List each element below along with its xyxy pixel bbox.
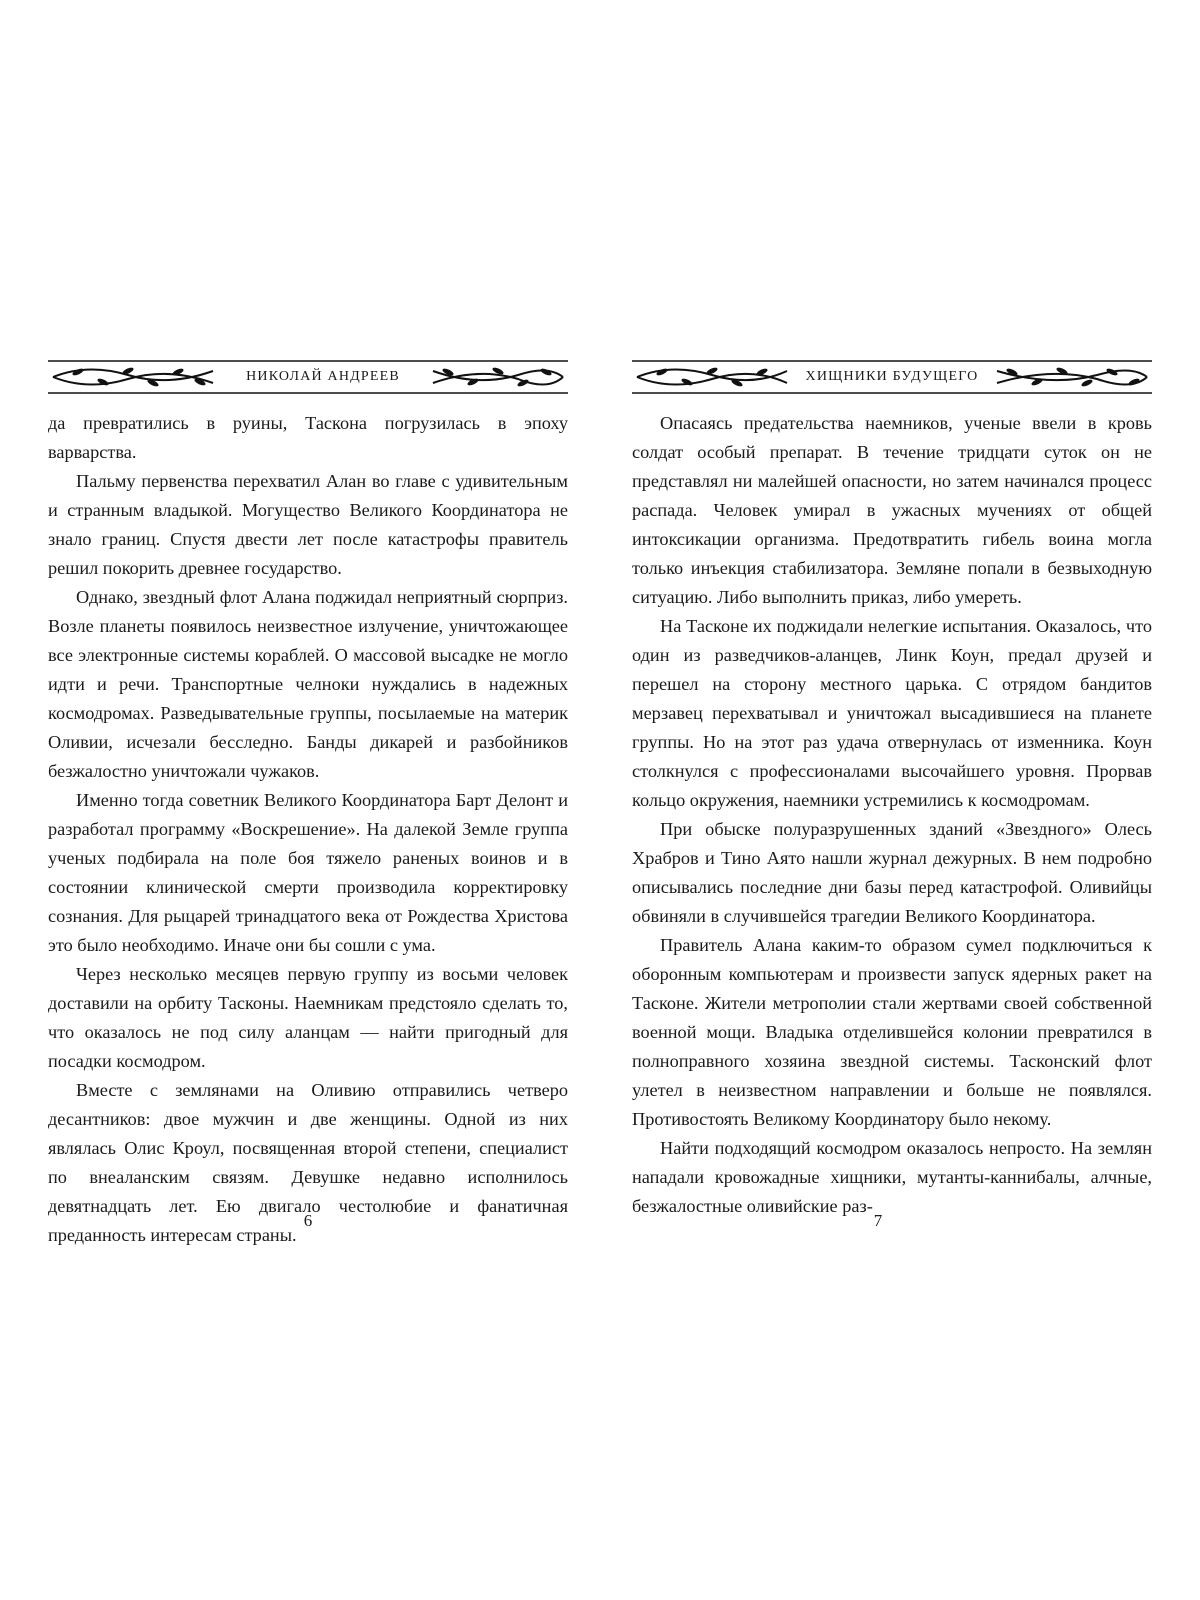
paragraph: Однако, звездный флот Алана поджидал неприятный сюрприз. Возле планеты появилось неизвестное излучение, уничтожающее все электронные системы кораблей. О массовой высадке не могло идти и речи. Транспортные челноки нуждались в надежных космодромах. Разведывательные группы, посылаемые на материк Оливии, исчезали бесследно. Банды дикарей и разбойников безжалостно уничтожали чужаков. <box>48 587 568 781</box>
paragraph: Через несколько месяцев первую группу из восьми человек доставили на орбиту Тасконы. Наемникам предстояло сделать то, что оказалось не под силу аланцам — найти пригодный для посадки космодром. <box>48 964 568 1071</box>
right-page <box>632 357 1152 1230</box>
page-number: 6 <box>303 1211 313 1230</box>
running-header <box>632 357 1152 397</box>
running-header-title: НИКОЛАЙ АНДРЕЕВ <box>223 367 423 387</box>
paragraph: Опасаясь предательства наемников, ученые ввели в кровь солдат особый препарат. В течение тридцати суток он не представлял ни малейшей опасности, но затем начинался процесс распада. Человек умирал в ужасных мучениях от общей интоксикации организма. Предотвратить гибель воина могла только инъекция стабилизатора. Земляне попали в безвыходную ситуацию. Либо выполнить приказ, либо умереть. <box>632 413 1152 607</box>
paragraph: да превратились в руины, Таскона погрузилась в эпоху варварства. <box>48 413 568 462</box>
paragraph: Именно тогда советник Великого Координатора Барт Делонт и разработал программу «Воскрешение». На далекой Земле группа ученых подбирала на поле боя тяжело раненых воинов и в состоянии клинической смерти производила корректировку сознания. Для рыцарей тринадцатого века от Рождества Христова это было необходимо. Иначе они бы сошли с ума. <box>48 790 568 955</box>
paragraph: На Тасконе их поджидали нелегкие испытания. Оказалось, что один из разведчиков-аланцев, Линк Коун, предал друзей и перешел на сторону местного царька. С отрядом бандитов мерзавец перехватывал и уничтожал высадившиеся на планете группы. Но на этот раз удача отвернулась от изменника. Коун столкнулся с профессионалами высочайшего уровня. Прорвав кольцо окружения, наемники устремились к космодромам. <box>632 616 1152 810</box>
paragraph: Пальму первенства перехватил Алан во главе с удивительным и странным владыкой. Могущество Великого Координатора не знало границ. Спустя двести лет после катастрофы правитель решил покорить древнее государство. <box>48 471 568 578</box>
left-page <box>48 357 568 1250</box>
paragraph: При обыске полуразрушенных зданий «Звездного» Олесь Храбров и Тино Аято нашли журнал дежурных. В нем подробно описывались последние дни базы перед катастрофой. Оливийцы обвиняли в случившейся трагедии Великого Координатора. <box>632 819 1152 926</box>
paragraph: Правитель Алана каким-то образом сумел подключиться к оборонным компьютерам и произвести запуск ядерных ракет на Тасконе. Жители метрополии стали жертвами своей собственной военной мощи. Владыка отделившейся колонии превратился в полноправного хозяина звездной системы. Тасконский флот улетел в неизвестном направлении и больше не появлялся. Противостоять Великому Координатору было некому. <box>632 935 1152 1129</box>
page-number: 7 <box>873 1211 883 1230</box>
paragraph: Вместе с землянами на Оливию отправились четверо десантников: двое мужчин и две женщины. Одной из них являлась Олис Кроул, посвященная второй степени, специалист по внеаланским связям. Девушке недавно исполнилось девятнадцать лет. Ею двигало честолюбие и фанатичная преданность интересам страны. <box>48 1080 568 1245</box>
running-header-title: ХИЩНИКИ БУДУЩЕГО <box>792 367 992 387</box>
body-text <box>632 409 1152 1221</box>
body-text <box>48 409 568 1250</box>
running-header <box>48 357 568 397</box>
paragraph: Найти подходящий космодром оказалось непросто. На землян нападали кровожадные хищники, мутанты-каннибалы, алчные, безжалостные оливийские раз- <box>632 1138 1152 1216</box>
